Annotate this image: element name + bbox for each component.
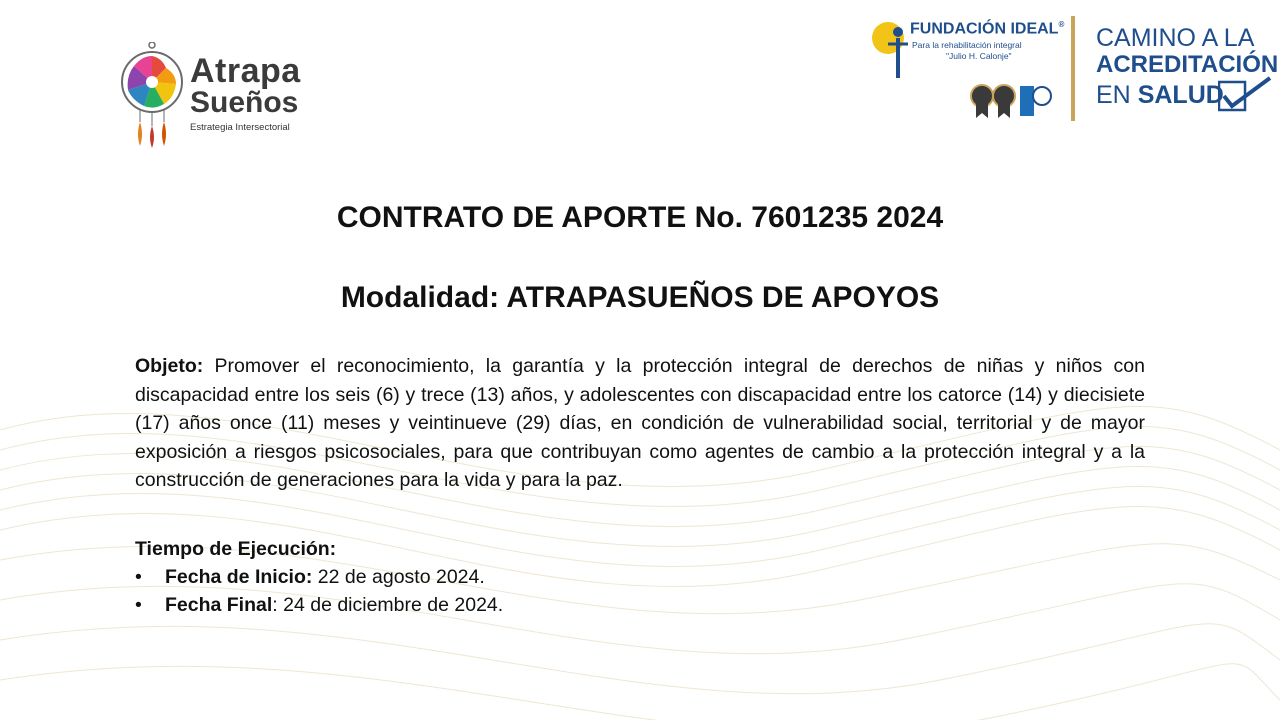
fecha-inicio-value: 22 de agosto 2024. bbox=[312, 566, 485, 588]
bullet-icon: • bbox=[135, 566, 142, 588]
page-title: CONTRATO DE APORTE No. 7601235 2024 bbox=[336, 201, 944, 234]
logo-divider bbox=[1071, 16, 1075, 121]
fundacion-subtitle-name: "Julio H. Calonje" bbox=[946, 51, 1012, 61]
tiempo-ejecucion-label: Tiempo de Ejecución: bbox=[135, 538, 337, 560]
acreditacion-line3-prefix: EN bbox=[1096, 81, 1131, 109]
list-item bbox=[135, 563, 503, 591]
fundacion-name-text: FUNDACIÓN IDEAL bbox=[910, 20, 1059, 38]
list-item bbox=[135, 591, 503, 619]
objeto-paragraph bbox=[135, 352, 1145, 495]
atrapa-logo-word2: Sueños bbox=[190, 86, 299, 119]
fundacion-ideal-logo bbox=[872, 18, 1065, 126]
objeto-label: Objeto: bbox=[135, 355, 204, 377]
acreditacion-logo bbox=[1096, 24, 1279, 116]
acreditacion-line3 bbox=[1096, 80, 1224, 110]
acreditacion-line2: ACREDITACIÓN bbox=[1096, 51, 1279, 78]
atrapa-logo-tagline: Estrategia Intersectorial bbox=[190, 122, 290, 133]
registered-mark: ® bbox=[1058, 20, 1065, 29]
dates-list bbox=[135, 563, 503, 619]
fecha-final-label: Fecha Final bbox=[165, 594, 273, 616]
page-subtitle: Modalidad: ATRAPASUEÑOS DE APOYOS bbox=[340, 281, 940, 314]
fecha-final-value: : 24 de diciembre de 2024. bbox=[272, 594, 504, 616]
fundacion-subtitle: Para la rehabilitación integral bbox=[912, 40, 1022, 50]
atrapa-suenos-logo bbox=[118, 42, 318, 150]
check-icon bbox=[1218, 76, 1274, 112]
fecha-inicio-label: Fecha de Inicio: bbox=[165, 566, 313, 588]
acreditacion-line1: CAMINO A LA bbox=[1096, 24, 1255, 52]
objeto-text: Promover el reconocimiento, la garantía y la protección integral de derechos de niñas y niños con discapacidad entre los seis (6) y trece (13) años, y adolescentes con discapacidad entre los catorce (14) y diecisiete (17) años once (11) meses y veintinueve (29) días, en condición de vulnerabilidad social, territorial y de mayor exposición a riesgos psicosociales, para que contribuyan como agentes de cambio a la protección integral y a la construcción de generaciones para la vida y para la paz. bbox=[135, 355, 1145, 491]
atrapa-logo-word1: Atrapa bbox=[190, 52, 301, 90]
bullet-icon: • bbox=[135, 594, 142, 616]
dreamcatcher-icon bbox=[118, 42, 190, 150]
certification-badges-icon bbox=[970, 82, 1054, 122]
fundacion-name bbox=[910, 20, 1064, 38]
acreditacion-line3-bold: SALUD bbox=[1137, 81, 1224, 109]
person-figure-icon bbox=[872, 18, 912, 82]
